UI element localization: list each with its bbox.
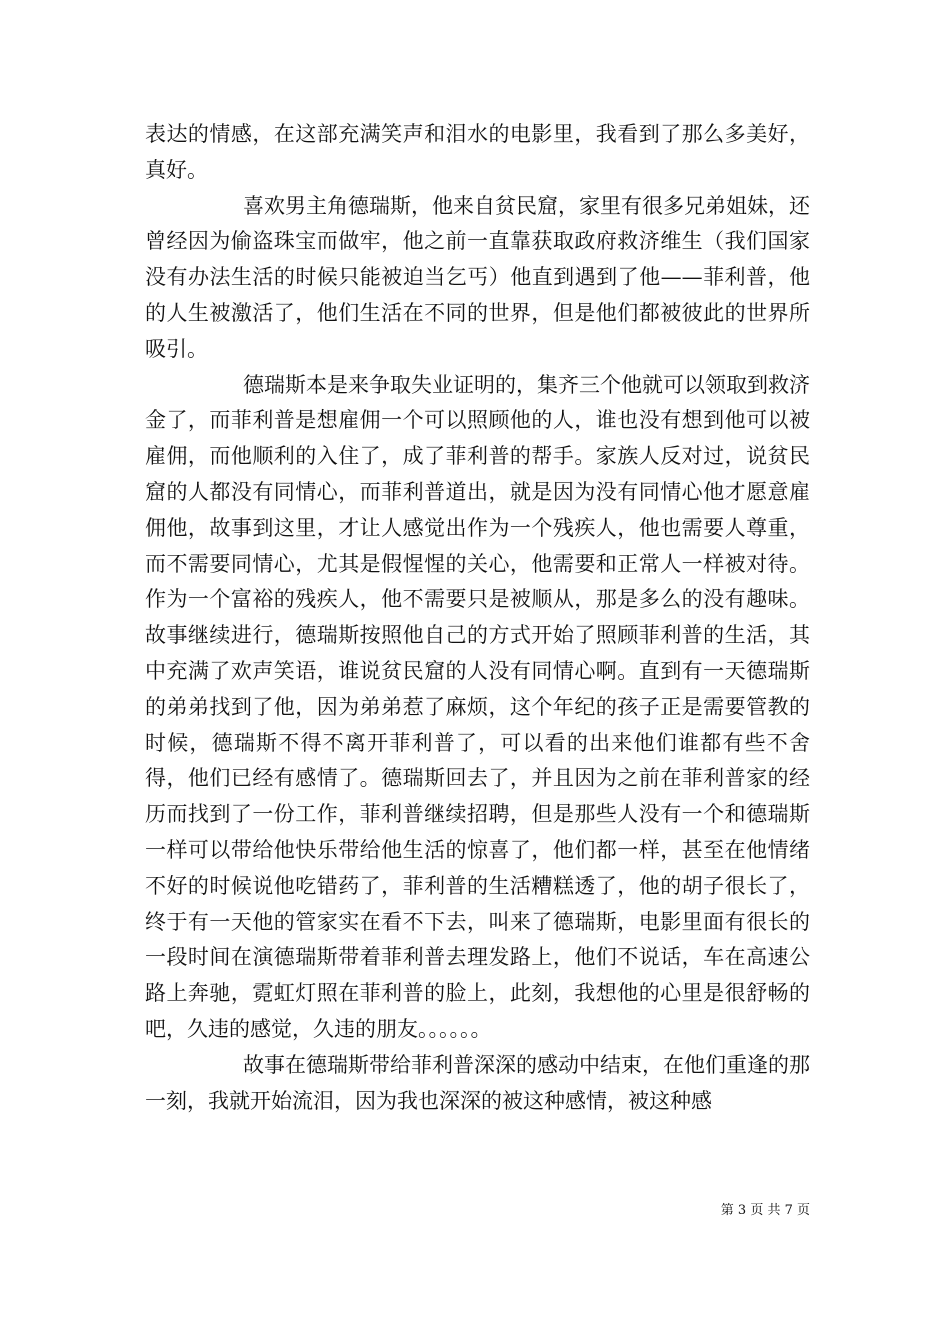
paragraph-3: 德瑞斯本是来争取失业证明的，集齐三个他就可以领取到救济金了，而菲利普是想雇佣一个可以照顾他的人，谁也没有想到他可以被雇佣，而他顺利的入住了，成了菲利普的帮手。家族人反对过，说贫民窟的人都没有同情心，而菲利普道出，就是因为没有同情心他才愿意雇佣他，故事到这里，才让人感觉出作为一个残疾人，他也需要人尊重，而不需要同情心，尤其是假惺惺的关心，他需要和正常人一样被对待。作为一个富裕的残疾人，他不需要只是被顺从，那是多么的没有趣味。故事继续进行，德瑞斯按照他自己的方式开始了照顾菲利普的生活，其中充满了欢声笑语，谁说贫民窟的人没有同情心啊。直到有一天德瑞斯的弟弟找到了他，因为弟弟惹了麻烦，这个年纪的孩子正是需要管教的时候，德瑞斯不得不离开菲利普了，可以看的出来他们谁都有些不舍得，他们已经有感情了。德瑞斯回去了，并且因为之前在菲利普家的经历而找到了一份工作，菲利普继续招聘，但是那些人没有一个和德瑞斯一样可以带给他快乐带给他生活的惊喜了，他们都一样，甚至在他情绪不好的时候说他吃错药了，菲利普的生活糟糕透了，他的胡子很长了，终于有一天他的管家实在看不下去，叫来了德瑞斯，电影里面有很长的一段时间在演德瑞斯带着菲利普去理发路上，他们不说话，车在高速公路上奔驰，霓虹灯照在菲利普的脸上，此刻，我想他的心里是很舒畅的吧，久违的感觉，久违的朋友。。。。。。: [145, 372, 810, 1041]
document-body: [145, 117, 810, 1119]
paragraph-4: 故事在德瑞斯带给菲利普深深的感动中结束，在他们重逢的那一刻，我就开始流泪，因为我也深深的被这种感情，被这种感: [145, 1052, 810, 1113]
page-number-footer: 第 3 页 共 7 页: [720, 1203, 810, 1218]
paragraph-2: 喜欢男主角德瑞斯，他来自贫民窟，家里有很多兄弟姐妹，还曾经因为偷盗珠宝而做牢，他之前一直靠获取政府救济维生（我们国家没有办法生活的时候只能被迫当乞丐）他直到遇到了他——菲利普，他的人生被激活了，他们生活在不同的世界，但是他们都被彼此的世界所吸引。: [145, 193, 810, 361]
paragraph-1: 表达的情感，在这部充满笑声和泪水的电影里，我看到了那么多美好，真好。: [145, 122, 810, 182]
